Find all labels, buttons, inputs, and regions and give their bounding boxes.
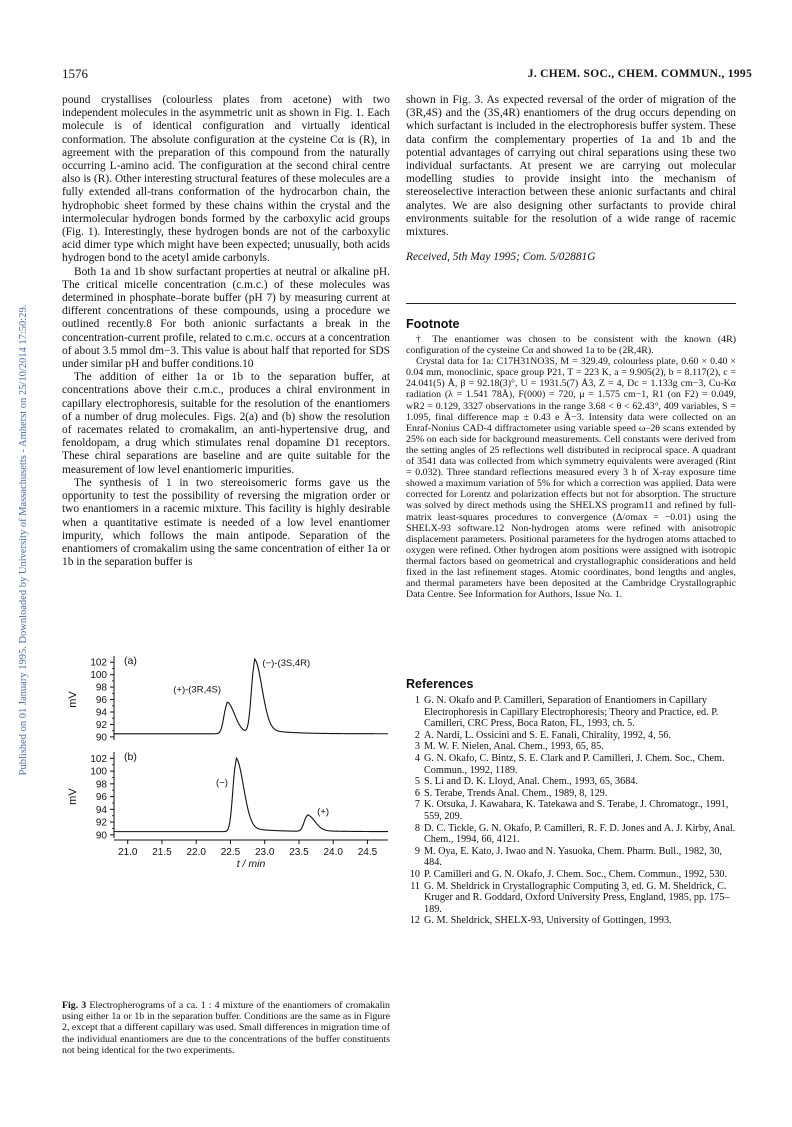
y-tick-label: 96 (95, 792, 107, 804)
paragraph: The addition of either 1a or 1b to the separation buffer, at concentrations above their c.m.c., produces a chiral environment in capillary electrophoresis, suitable for the resolution of the enantiomers of a number of drug molecules. Figs. 2(a) and (b) show the resolution of racemates related to cromakalim, an anti-hypertensive drug, and fenoldopam, a drug which stimulates renal dopamine D1 receptors. These chiral separations are baseline and are quite suitable for the measurement of low level enantiomeric impurities. (62, 371, 390, 476)
reference-text: G. M. Sheldrick in Crystallographic Computing 3, ed. G. M. Sheldrick, C. Kruger and R. Goddard, Oxford University Press, England, 1985, pp. 175–189. (424, 880, 730, 915)
download-watermark: Published on 01 January 1995. Downloaded by University of Massachusetts - Amherst on 25/10/2014 17:50:29. (18, 304, 29, 776)
reference-item (406, 788, 736, 800)
reference-text: S. Li and D. K. Lloyd, Anal. Chem., 1993, 65, 3684. (424, 776, 638, 788)
y-tick-label: 98 (95, 779, 107, 791)
x-tick-label: 21.5 (152, 847, 172, 858)
y-tick-label: 102 (90, 753, 107, 765)
y-tick-label: 92 (95, 719, 107, 731)
reference-text: M. W. F. Nielen, Anal. Chem., 1993, 65, 85. (424, 741, 604, 753)
caption-text: Electropherograms of a ca. 1 : 4 mixture of the enantiomers of cromakalin using either 1a or 1b in the separation buffer. Conditions are the same as in Figure 2, except that a different capillary was used. Small differences in migration time of the individual enantiomers are due to the concentrations of the buffer constituents not being identical for the two experiments. (62, 1000, 390, 1056)
x-tick-label: 24.0 (323, 847, 343, 858)
paragraph: The synthesis of 1 in two stereoisomeric forms gave us the opportunity to test the possibility of reversing the migration order or two enantiomers in a racemic mixture. This facility is highly desirable when a quantitative estimate is needed of a low level enantiomer impurity, which follows the main antipode. Separation of the enantiomers of cromakalim using the same concentration of either 1a or 1b in the separation buffer is (62, 476, 390, 569)
electropherogram-trace (114, 758, 388, 831)
y-tick-label: 100 (90, 670, 107, 682)
peak-label: (+)-(3R,4S) (173, 684, 222, 696)
reference-item (406, 846, 736, 869)
references-heading: References (406, 677, 474, 691)
y-tick-label: 94 (95, 707, 107, 719)
y-tick-label: 98 (95, 682, 107, 694)
reference-text: G. M. Sheldrick, SHELX-93, University of Gottingen, 1993. (424, 915, 672, 927)
x-tick-label: 24.5 (357, 847, 378, 858)
footnote-heading: Footnote (406, 317, 460, 331)
peak-label: (−) (216, 777, 228, 789)
reference-item (406, 695, 736, 730)
reference-item (406, 730, 736, 742)
paragraph: shown in Fig. 3. As expected reversal of the order of migration of the (3R,4S) and the (3S,4R) enantiomers of the drug occurs depending on which surfactant is included in the electrophoresis buffer system. These data confirm the complementary properties of 1a and 1b and the potential advantages of carrying out chiral separations using these two individual surfactants. At present we are carrying out molecular modelling studies to provide insight into the mechanism of stereoselective interaction between these anionic surfactants and chiral analytes. We are also designing other surfactants to provide chiral environments suitable for the resolution of a wide range of racemic mixtures. (406, 94, 736, 239)
footnote-paragraph: Crystal data for 1a: C17H31NO3S, M = 329.49, colourless plate, 0.60 × 0.40 × 0.04 mm, monoclinic, space group P21, T = 223 K, a = 9.905(2), b = 8.117(2), c = 24.041(5) Å, β = 92.18(3)°, U = 1931.5(7) Å3, Z = 4, Dc = 1.133g cm−3, Cu-Kα radiation (λ = 1.541 78Å), F(000) = 720, μ = 1.575 cm−1, R1 (on F2) = 0.049, wR2 = 0.129, 3327 observations in the range 3.68 < θ < 62.43°, 409 variables, S = 1.095, final difference map ± 0.43 e Å−3. Intensity data were collected on an Enraf-Nonius CAD-4 diffractometer using variable speed ω–2θ scans extended by 25% on each side for background measurements. Cell constants were derived from the setting angles of 25 reflections well distributed in reciprocal space. A quadrant of 3541 data was collected from which symmetry equivalents were averaged (Rint = 0.032). Three standard reflections measured every 3 h of X-ray exposure time showed a maximum variation of 5% for which a correction was applied. Data were corrected for Lorentz and polarization effects but not for absorption. The structure was solved by direct methods using the SHELXS program11 and refined by full-matrix least-squares procedures to convergence (Δ/σmax = −0.01) using the SHELX-93 software.12 Non-hydrogen atoms were refined with anisotropic displacement parameters. Positional parameters for the hydrogen atoms attached to oxygen were refined. Other hydrogen atom positions were assigned with isotropic thermal factors based on geometrical and crystallographic considerations and held fixed in the last refinement stages. Atomic coordinates, bond lengths and angles, and thermal parameters have been deposited at the Cambridge Crystallographic Data Centre. See Information for Authors, Issue No. 1. (406, 356, 736, 601)
reference-item (406, 915, 736, 927)
x-tick-label: 22.5 (220, 847, 241, 858)
x-tick-label: 23.0 (254, 847, 275, 858)
reference-number: 6 (414, 787, 420, 799)
reference-number: 12 (409, 915, 420, 927)
reference-text: M. Oya, E. Kato, J. Iwao and N. Yasuoka, Chem. Pharm. Bull., 1982, 30, 484. (424, 845, 722, 869)
reference-number: 10 (409, 868, 420, 880)
reference-item (406, 881, 736, 916)
reference-text: G. N. Okafo and P. Camilleri, Separation of Enantiomers in Capillary Electrophoresis in Capillary Electrophoresis; Theory and Practice, ed. P. Camilleri, CRC Press, Boca Raton, FL, 1993, ch. 5. (424, 695, 719, 730)
reference-text: G. N. Okafo, C. Bintz, S. E. Clark and P. Camilleri, J. Chem. Soc., Chem. Commun., 1992, 1189. (424, 752, 725, 776)
reference-item (406, 776, 736, 788)
reference-text: A. Nardi, L. Ossicini and S. E. Fanali, Chirality, 1992, 4, 56. (424, 729, 671, 741)
figure-caption (62, 1000, 390, 1056)
reference-number: 3 (414, 741, 420, 753)
reference-item (406, 823, 736, 846)
electropherogram-figure (62, 648, 392, 994)
y-tick-label: 96 (95, 695, 107, 707)
x-tick-label: 22.0 (186, 847, 206, 858)
y-tick-label: 100 (90, 766, 107, 778)
right-column (406, 94, 736, 264)
reference-item (406, 741, 736, 753)
reference-text: S. Terabe, Trends Anal. Chem., 1989, 8, 129. (424, 787, 608, 799)
y-tick-label: 90 (95, 732, 107, 744)
footnote-body (406, 334, 736, 600)
peak-label: (−)-(3S,4R) (262, 658, 311, 669)
x-tick-label: 23.5 (289, 847, 309, 858)
page-number: 1576 (62, 66, 88, 81)
y-axis-label: mV (67, 788, 79, 805)
reference-number: 5 (414, 776, 420, 788)
received-date: Received, 5th May 1995; Com. 5/02881G (406, 251, 596, 264)
reference-number: 7 (414, 799, 420, 811)
reference-number: 9 (414, 845, 420, 857)
x-tick-label: 21.0 (117, 847, 138, 858)
reference-item (406, 869, 736, 881)
panel-label: (a) (124, 655, 137, 667)
references-list (406, 695, 736, 927)
caption-label: Fig. 3 (62, 1000, 87, 1011)
electropherogram-trace (114, 659, 388, 734)
reference-text: D. C. Tickle, G. N. Okafo, P. Camilleri, R. F. D. Jones and A. J. Kirby, Anal. Chem., 1994, 66, 4121. (424, 822, 736, 846)
reference-item (406, 799, 736, 822)
peak-label: (+) (317, 806, 330, 818)
reference-number: 8 (414, 822, 420, 834)
y-tick-label: 92 (95, 817, 107, 829)
reference-text: P. Camilleri and G. N. Okafo, J. Chem. Soc., Chem. Commun., 1992, 530. (424, 868, 728, 880)
section-divider (406, 303, 736, 304)
y-tick-label: 102 (90, 657, 107, 669)
reference-item (406, 753, 736, 776)
paragraph: Both 1a and 1b show surfactant properties at neutral or alkaline pH. The critical micelle concentration (c.m.c.) of these molecules was determined in phosphate–borate buffer (pH 7) by measuring current at different concentrations of these compounds, using a procedure we outlined recently.8 For both anionic surfactants a break in the concentration-current profile, related to c.m.c. occurs at a concentration of about 3.5 mmol dm−3. This value is about half that reported for SDS under similar pH and buffer conditions.10 (62, 265, 390, 371)
journal-header: J. CHEM. SOC., CHEM. COMMUN., 1995 (527, 68, 752, 80)
y-tick-label: 90 (95, 830, 107, 842)
reference-number: 4 (414, 752, 420, 764)
paragraph: pound crystallises (colourless plates from acetone) with two independent molecules in the asymmetric unit as shown in Fig. 1. Each molecule is of identical configuration and virtually identical conformation. The absolute configuration at the cysteine Cα is (R), in agreement with the preparation of this compound from the naturally occurring L-amino acid. The configuration at the second chiral centre also is (R). Other interesting structural features of these molecules are a fully extended all-trans conformation of the hydrocarbon chain, the hydrophobic sheet formed by these chains within the crystal and the intermolecular hydrogen bonds formed by the carboxylic acid groups (Fig. 1). Interestingly, these hydrogen bonds are not of the carboxylic acid dimer type which might have been expected; unusually, both acids hydrogen bond to the acetyl amide carbonyls. (62, 94, 390, 265)
x-axis-label: t / min (236, 858, 266, 870)
reference-number: 1 (414, 695, 420, 706)
y-axis-label: mV (67, 691, 79, 708)
reference-number: 2 (414, 729, 420, 741)
left-column (62, 94, 390, 569)
y-tick-label: 94 (95, 804, 107, 816)
reference-text: K. Otsuka, J. Kawahara, K. Tatekawa and S. Terabe, J. Chromatogr., 1991, 559, 209. (424, 799, 729, 822)
reference-number: 11 (410, 880, 420, 892)
footnote-paragraph: † The enantiomer was chosen to be consistent with the known (4R) configuration of the cysteine Cα and showed 1a to be (2R,4R). (406, 334, 736, 357)
panel-label: (b) (124, 751, 137, 763)
